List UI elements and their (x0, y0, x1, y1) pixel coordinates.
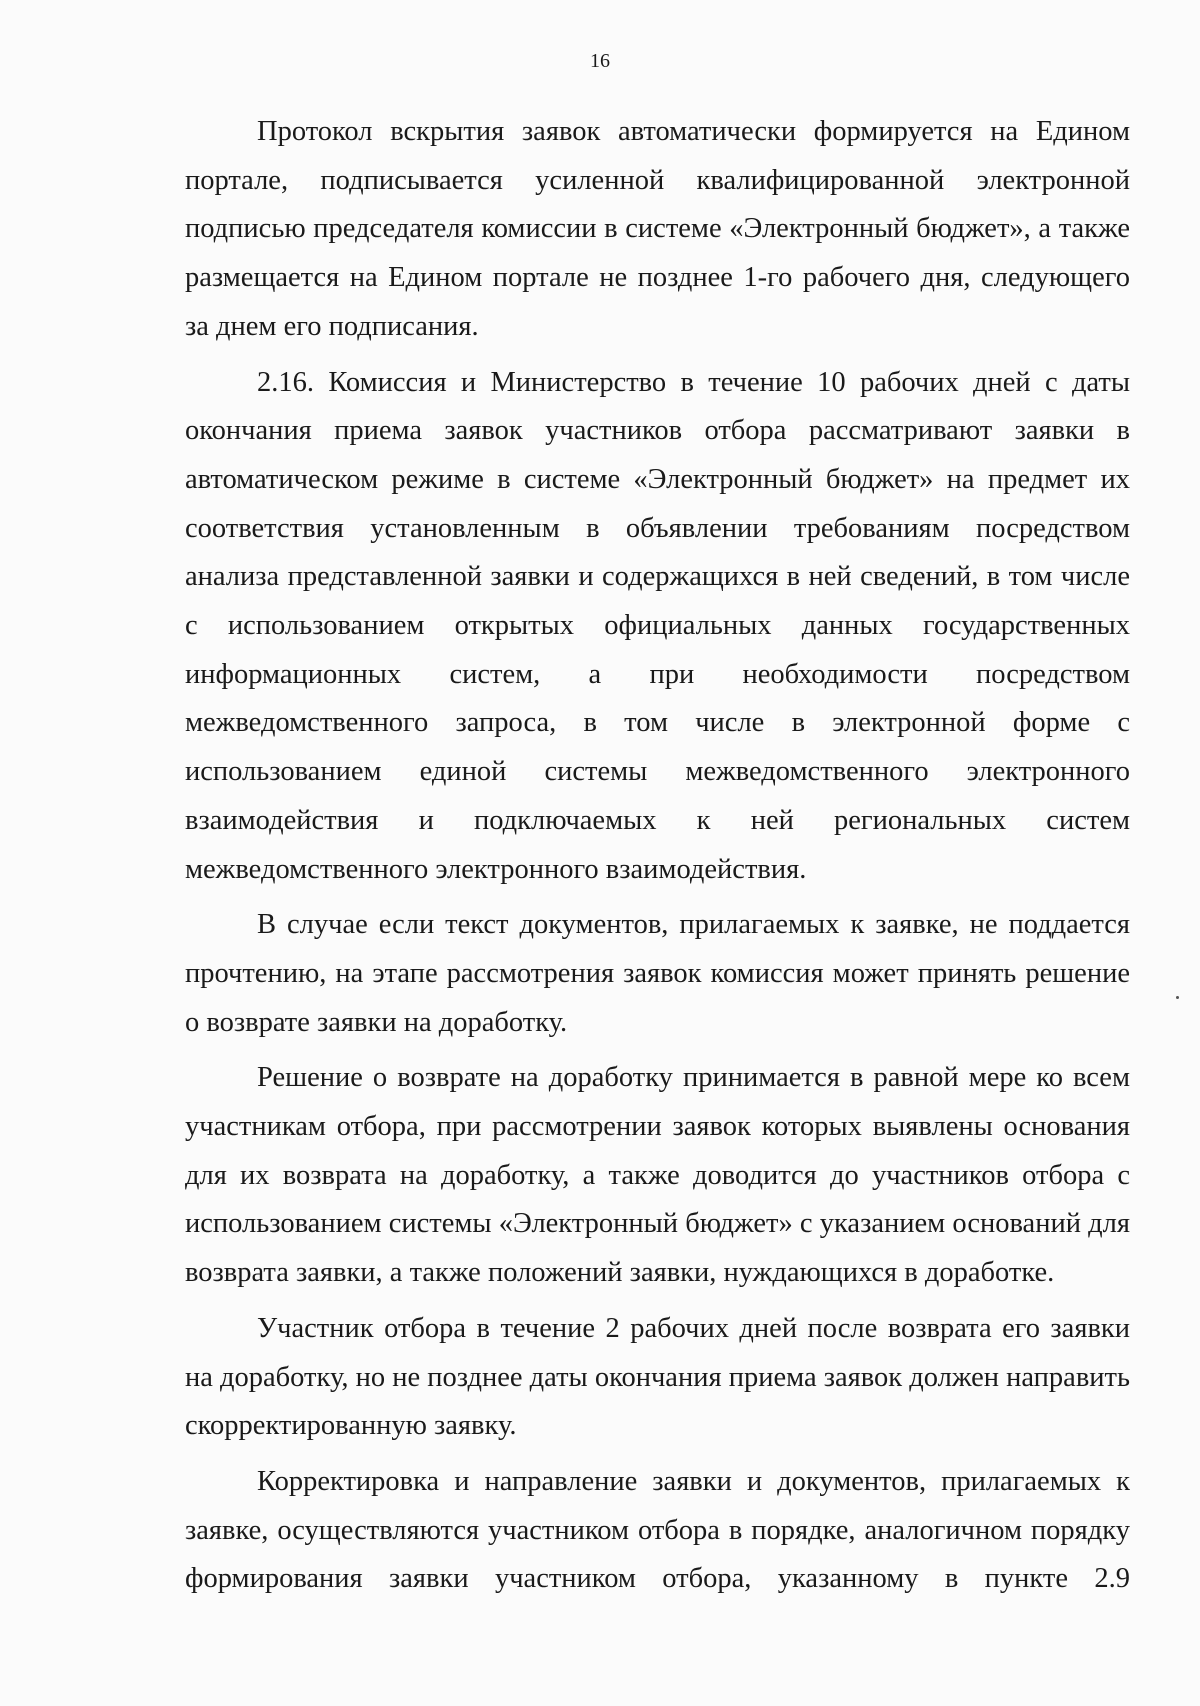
paragraph-correction-procedure: Корректировка и направление заявки и документов, прилагаемых к заявке, осуществляются участником отбора в порядке, аналогичном порядку формирования заявки участником отбора, указанному в пункте 2.9 (185, 1465, 1130, 1595)
document-body (185, 108, 1130, 1604)
scan-speck (1176, 996, 1179, 999)
page-number: 16 (590, 50, 610, 72)
paragraph-participant-deadline: Участник отбора в течение 2 рабочих дней после возврата его заявки на доработку, но не позднее даты окончания приема заявок должен направить скорректированную заявку. (185, 1312, 1130, 1442)
paragraph-unreadable-docs: В случае если текст документов, прилагаемых к заявке, не поддается прочтению, на этапе рассмотрения заявок комиссия может принять решение о возврате заявки на доработку. (185, 909, 1130, 1038)
paragraph-return-decision: Решение о возврате на доработку принимается в равной мере ко всем участникам отбора, при рассмотрении заявок которых выявлены основания для их возврата на доработку, а также доводится до участников отбора с использованием системы «Электронный бюджет» с указанием оснований для возврата заявки, а также положений заявки, нуждающихся в доработке. (185, 1062, 1130, 1289)
paragraph-protocol: Протокол вскрытия заявок автоматически формируется на Едином портале, подписывается усиленной квалифицированной электронной подписью председателя комиссии в системе «Электронный бюджет», а также размещается на Едином портале не позднее 1-го рабочего дня, следующего за днем его подписания. (185, 116, 1130, 342)
paragraph-clause-2-16: 2.16. Комиссия и Министерство в течение 10 рабочих дней с даты окончания приема заявок участников отбора рассматривают заявки в автоматическом режиме в системе «Электронный бюджет» на предмет их соответствия установленным в объявлении требованиям посредством анализа представленной заявки и содержащихся в ней сведений, в том числе с использованием открытых официальных данных государственных информационных систем, а при необходимости посредством межведомственного запроса, в том числе в электронной форме с использованием единой системы межведомственного электронного взаимодействия и подключаемых к ней региональных систем межведомственного электронного взаимодействия. (185, 366, 1130, 885)
